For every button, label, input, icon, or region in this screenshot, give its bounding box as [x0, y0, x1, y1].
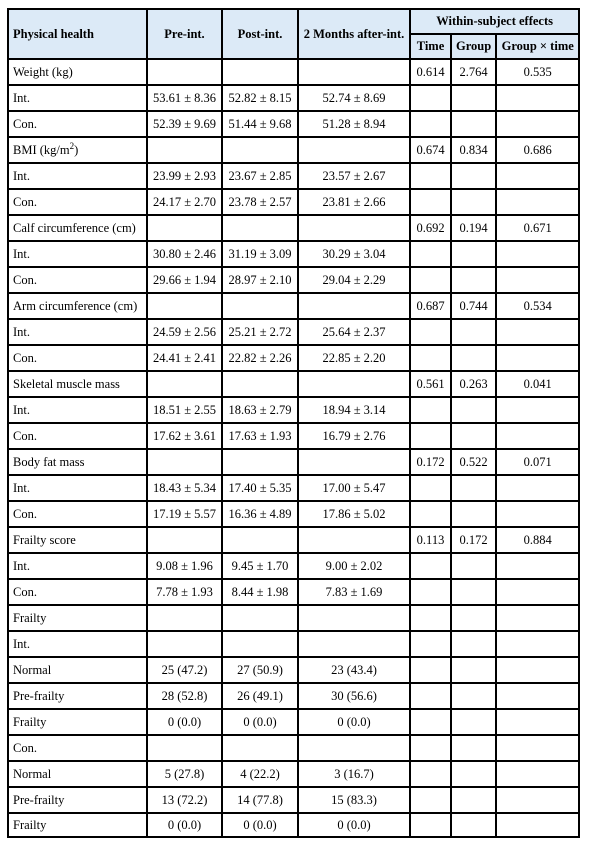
table-row [7, 786, 580, 812]
cell-pre-int: 17.19 ± 5.57 [146, 500, 221, 526]
row-label-superscript: 2 [69, 140, 75, 151]
cell-group-time [495, 682, 580, 708]
row-label-text: Int. [13, 558, 31, 573]
cell-pre-int: 28 (52.8) [146, 682, 221, 708]
cell-group-time [495, 110, 580, 136]
cell-row-label [7, 266, 146, 292]
row-label-text: Con. [13, 350, 37, 365]
cell-time [409, 110, 450, 136]
cell-pre-int [146, 526, 221, 552]
cell-pre-int: 24.17 ± 2.70 [146, 188, 221, 214]
cell-group-time [495, 786, 580, 812]
cell-2-months-after-int: 30 (56.6) [297, 682, 409, 708]
table-row [7, 110, 580, 136]
cell-row-label [7, 734, 146, 760]
cell-row-label [7, 760, 146, 786]
cell-group-time [495, 84, 580, 110]
cell-post-int: 52.82 ± 8.15 [221, 84, 297, 110]
row-label-text: Pre-frailty [13, 688, 65, 703]
row-label-text: Int. [13, 246, 31, 261]
table-row [7, 656, 580, 682]
cell-pre-int [146, 734, 221, 760]
cell-time [409, 500, 450, 526]
cell-group-time [495, 318, 580, 344]
cell-pre-int: 17.62 ± 3.61 [146, 422, 221, 448]
cell-group-time [495, 734, 580, 760]
cell-pre-int [146, 292, 221, 318]
cell-pre-int: 13 (72.2) [146, 786, 221, 812]
cell-group-time: 0.884 [495, 526, 580, 552]
row-label-text: Con. [13, 272, 37, 287]
cell-group: 0.263 [450, 370, 495, 396]
cell-group-time [495, 240, 580, 266]
cell-2-months-after-int: 17.86 ± 5.02 [297, 500, 409, 526]
cell-group [450, 578, 495, 604]
cell-group [450, 162, 495, 188]
cell-2-months-after-int: 9.00 ± 2.02 [297, 552, 409, 578]
row-label-text: Body fat mass [13, 454, 85, 469]
cell-time [409, 578, 450, 604]
table-row [7, 578, 580, 604]
cell-post-int [221, 630, 297, 656]
cell-group-time [495, 708, 580, 734]
cell-group [450, 500, 495, 526]
cell-row-label [7, 578, 146, 604]
cell-group [450, 474, 495, 500]
cell-2-months-after-int [297, 370, 409, 396]
cell-post-int [221, 136, 297, 162]
cell-time [409, 734, 450, 760]
cell-group-time [495, 500, 580, 526]
cell-group: 0.172 [450, 526, 495, 552]
cell-group: 2.764 [450, 58, 495, 84]
cell-time: 0.692 [409, 214, 450, 240]
table-row [7, 630, 580, 656]
table-row [7, 344, 580, 370]
cell-time [409, 682, 450, 708]
row-label-text: Con. [13, 194, 37, 209]
cell-group: 0.744 [450, 292, 495, 318]
cell-2-months-after-int: 16.79 ± 2.76 [297, 422, 409, 448]
cell-row-label [7, 682, 146, 708]
cell-2-months-after-int: 7.83 ± 1.69 [297, 578, 409, 604]
cell-group [450, 240, 495, 266]
cell-time [409, 630, 450, 656]
cell-post-int: 23.67 ± 2.85 [221, 162, 297, 188]
cell-group [450, 786, 495, 812]
cell-row-label [7, 396, 146, 422]
cell-2-months-after-int [297, 630, 409, 656]
cell-group-time [495, 422, 580, 448]
cell-post-int [221, 214, 297, 240]
table-row [7, 58, 580, 84]
cell-pre-int: 18.51 ± 2.55 [146, 396, 221, 422]
row-label-text: Int. [13, 90, 31, 105]
cell-group-time [495, 812, 580, 838]
table-row [7, 240, 580, 266]
table-row [7, 266, 580, 292]
table-row [7, 812, 580, 838]
cell-group [450, 552, 495, 578]
cell-group-time [495, 604, 580, 630]
cell-group [450, 760, 495, 786]
table-row [7, 500, 580, 526]
cell-time: 0.172 [409, 448, 450, 474]
cell-post-int: 51.44 ± 9.68 [221, 110, 297, 136]
table-row [7, 292, 580, 318]
cell-2-months-after-int: 17.00 ± 5.47 [297, 474, 409, 500]
row-label-text: Skeletal muscle mass [13, 376, 120, 391]
header-time: Time [409, 33, 450, 58]
cell-row-label [7, 474, 146, 500]
cell-time [409, 318, 450, 344]
cell-pre-int: 25 (47.2) [146, 656, 221, 682]
cell-group-time: 0.041 [495, 370, 580, 396]
cell-pre-int [146, 370, 221, 396]
row-label-text: Con. [13, 506, 37, 521]
row-label-text: Arm circumference (cm) [13, 298, 138, 313]
cell-2-months-after-int: 18.94 ± 3.14 [297, 396, 409, 422]
row-label-text: Con. [13, 740, 37, 755]
cell-row-label [7, 344, 146, 370]
row-label-text: Int. [13, 402, 31, 417]
cell-pre-int [146, 630, 221, 656]
cell-row-label [7, 162, 146, 188]
row-label-text: Int. [13, 480, 31, 495]
cell-pre-int [146, 58, 221, 84]
cell-group-time [495, 630, 580, 656]
cell-pre-int [146, 604, 221, 630]
cell-group [450, 318, 495, 344]
cell-group-time [495, 760, 580, 786]
cell-group-time: 0.671 [495, 214, 580, 240]
cell-group-time [495, 396, 580, 422]
cell-2-months-after-int: 0 (0.0) [297, 708, 409, 734]
cell-pre-int: 0 (0.0) [146, 708, 221, 734]
cell-group-time [495, 578, 580, 604]
cell-2-months-after-int [297, 292, 409, 318]
cell-group [450, 656, 495, 682]
row-label-text: Frailty [13, 714, 47, 729]
cell-pre-int: 23.99 ± 2.93 [146, 162, 221, 188]
cell-row-label [7, 526, 146, 552]
row-label-text: Int. [13, 636, 31, 651]
table-row [7, 604, 580, 630]
cell-post-int: 22.82 ± 2.26 [221, 344, 297, 370]
cell-post-int [221, 448, 297, 474]
cell-time [409, 552, 450, 578]
cell-2-months-after-int [297, 734, 409, 760]
cell-2-months-after-int: 52.74 ± 8.69 [297, 84, 409, 110]
cell-group: 0.194 [450, 214, 495, 240]
row-label-text: Con. [13, 584, 37, 599]
cell-row-label [7, 136, 146, 162]
cell-post-int [221, 58, 297, 84]
cell-pre-int: 0 (0.0) [146, 812, 221, 838]
cell-post-int: 28.97 ± 2.10 [221, 266, 297, 292]
table-row [7, 370, 580, 396]
cell-time [409, 84, 450, 110]
cell-post-int: 18.63 ± 2.79 [221, 396, 297, 422]
cell-row-label [7, 240, 146, 266]
cell-row-label [7, 656, 146, 682]
cell-post-int [221, 292, 297, 318]
cell-post-int [221, 370, 297, 396]
cell-row-label [7, 448, 146, 474]
cell-post-int: 16.36 ± 4.89 [221, 500, 297, 526]
cell-time [409, 604, 450, 630]
table-row [7, 734, 580, 760]
cell-group [450, 604, 495, 630]
cell-pre-int: 24.59 ± 2.56 [146, 318, 221, 344]
row-label-text: Frailty [13, 817, 47, 832]
cell-2-months-after-int: 51.28 ± 8.94 [297, 110, 409, 136]
cell-post-int: 14 (77.8) [221, 786, 297, 812]
cell-time: 0.561 [409, 370, 450, 396]
row-label-text: Pre-frailty [13, 792, 65, 807]
cell-group-time [495, 162, 580, 188]
cell-row-label [7, 292, 146, 318]
cell-pre-int: 7.78 ± 1.93 [146, 578, 221, 604]
cell-2-months-after-int: 23 (43.4) [297, 656, 409, 682]
cell-row-label [7, 110, 146, 136]
cell-post-int: 8.44 ± 1.98 [221, 578, 297, 604]
cell-2-months-after-int [297, 58, 409, 84]
cell-row-label [7, 370, 146, 396]
cell-post-int [221, 734, 297, 760]
cell-row-label [7, 84, 146, 110]
table-row [7, 526, 580, 552]
cell-row-label [7, 318, 146, 344]
row-label-text: Int. [13, 168, 31, 183]
cell-post-int: 26 (49.1) [221, 682, 297, 708]
cell-2-months-after-int [297, 526, 409, 552]
cell-group [450, 812, 495, 838]
cell-group [450, 188, 495, 214]
row-label-text: Normal [13, 766, 52, 781]
table-row [7, 214, 580, 240]
row-label-text: Con. [13, 116, 37, 131]
cell-pre-int: 5 (27.8) [146, 760, 221, 786]
cell-post-int: 17.40 ± 5.35 [221, 474, 297, 500]
cell-group-time: 0.071 [495, 448, 580, 474]
cell-group [450, 708, 495, 734]
cell-time [409, 786, 450, 812]
cell-group: 0.522 [450, 448, 495, 474]
cell-row-label [7, 214, 146, 240]
cell-time: 0.687 [409, 292, 450, 318]
cell-row-label [7, 552, 146, 578]
table-row [7, 474, 580, 500]
cell-time [409, 188, 450, 214]
cell-row-label [7, 708, 146, 734]
cell-group [450, 84, 495, 110]
cell-row-label [7, 812, 146, 838]
table-row [7, 422, 580, 448]
cell-post-int: 9.45 ± 1.70 [221, 552, 297, 578]
cell-2-months-after-int: 3 (16.7) [297, 760, 409, 786]
cell-time [409, 344, 450, 370]
cell-2-months-after-int: 25.64 ± 2.37 [297, 318, 409, 344]
physical-health-table [7, 8, 580, 838]
cell-2-months-after-int: 15 (83.3) [297, 786, 409, 812]
cell-row-label [7, 422, 146, 448]
cell-group [450, 396, 495, 422]
row-label-text: Con. [13, 428, 37, 443]
table-row [7, 136, 580, 162]
cell-pre-int [146, 214, 221, 240]
cell-time [409, 162, 450, 188]
cell-post-int: 4 (22.2) [221, 760, 297, 786]
cell-time [409, 760, 450, 786]
cell-row-label [7, 188, 146, 214]
table-header [7, 8, 580, 58]
cell-group [450, 344, 495, 370]
cell-pre-int [146, 448, 221, 474]
cell-group-time: 0.535 [495, 58, 580, 84]
cell-time [409, 396, 450, 422]
header-2-months-after-int: 2 Months after-int. [297, 8, 409, 58]
table-row [7, 84, 580, 110]
cell-pre-int: 53.61 ± 8.36 [146, 84, 221, 110]
cell-pre-int: 18.43 ± 5.34 [146, 474, 221, 500]
cell-time [409, 422, 450, 448]
cell-post-int: 0 (0.0) [221, 708, 297, 734]
cell-time: 0.113 [409, 526, 450, 552]
cell-group: 0.834 [450, 136, 495, 162]
cell-group [450, 422, 495, 448]
cell-pre-int: 29.66 ± 1.94 [146, 266, 221, 292]
cell-pre-int: 52.39 ± 9.69 [146, 110, 221, 136]
cell-post-int: 25.21 ± 2.72 [221, 318, 297, 344]
table-row [7, 552, 580, 578]
header-physical-health: Physical health [7, 8, 146, 58]
cell-time [409, 266, 450, 292]
cell-2-months-after-int: 23.81 ± 2.66 [297, 188, 409, 214]
cell-2-months-after-int: 23.57 ± 2.67 [297, 162, 409, 188]
table-row [7, 760, 580, 786]
cell-row-label [7, 58, 146, 84]
row-label-suffix: ) [74, 142, 79, 157]
cell-2-months-after-int: 30.29 ± 3.04 [297, 240, 409, 266]
cell-group [450, 266, 495, 292]
cell-row-label [7, 786, 146, 812]
table-row [7, 162, 580, 188]
header-group: Group [450, 33, 495, 58]
cell-group-time [495, 656, 580, 682]
cell-group-time [495, 344, 580, 370]
cell-post-int: 0 (0.0) [221, 812, 297, 838]
cell-pre-int [146, 136, 221, 162]
cell-group-time [495, 474, 580, 500]
cell-time [409, 474, 450, 500]
cell-2-months-after-int: 29.04 ± 2.29 [297, 266, 409, 292]
table-row [7, 448, 580, 474]
cell-2-months-after-int [297, 604, 409, 630]
cell-2-months-after-int [297, 448, 409, 474]
header-pre-int: Pre-int. [146, 8, 221, 58]
table-row [7, 396, 580, 422]
row-label-text: Normal [13, 662, 52, 677]
row-label-text: BMI (kg/m [13, 142, 70, 157]
header-post-int: Post-int. [221, 8, 297, 58]
row-label-text: Int. [13, 324, 31, 339]
cell-2-months-after-int [297, 214, 409, 240]
cell-time [409, 240, 450, 266]
cell-group [450, 734, 495, 760]
row-label-text: Weight (kg) [13, 64, 73, 79]
cell-time [409, 708, 450, 734]
cell-group-time [495, 552, 580, 578]
table-body [7, 58, 580, 838]
header-within-subject-effects: Within-subject effects [409, 8, 580, 33]
table-row [7, 708, 580, 734]
cell-post-int: 23.78 ± 2.57 [221, 188, 297, 214]
cell-2-months-after-int: 22.85 ± 2.20 [297, 344, 409, 370]
cell-group-time: 0.686 [495, 136, 580, 162]
row-label-text: Calf circumference (cm) [13, 220, 136, 235]
table-row [7, 682, 580, 708]
cell-pre-int: 30.80 ± 2.46 [146, 240, 221, 266]
cell-group-time [495, 188, 580, 214]
cell-post-int: 17.63 ± 1.93 [221, 422, 297, 448]
cell-row-label [7, 500, 146, 526]
cell-group [450, 110, 495, 136]
cell-group-time: 0.534 [495, 292, 580, 318]
cell-row-label [7, 630, 146, 656]
cell-group [450, 630, 495, 656]
cell-2-months-after-int [297, 136, 409, 162]
cell-row-label [7, 604, 146, 630]
cell-post-int: 31.19 ± 3.09 [221, 240, 297, 266]
cell-post-int: 27 (50.9) [221, 656, 297, 682]
table-row [7, 318, 580, 344]
cell-group [450, 682, 495, 708]
cell-2-months-after-int: 0 (0.0) [297, 812, 409, 838]
row-label-text: Frailty score [13, 532, 76, 547]
cell-time [409, 812, 450, 838]
cell-time: 0.614 [409, 58, 450, 84]
row-label-text: Frailty [13, 610, 47, 625]
cell-post-int [221, 526, 297, 552]
header-group-time: Group × time [495, 33, 580, 58]
cell-post-int [221, 604, 297, 630]
cell-pre-int: 24.41 ± 2.41 [146, 344, 221, 370]
cell-group-time [495, 266, 580, 292]
cell-pre-int: 9.08 ± 1.96 [146, 552, 221, 578]
cell-time [409, 656, 450, 682]
cell-time: 0.674 [409, 136, 450, 162]
table-row [7, 188, 580, 214]
